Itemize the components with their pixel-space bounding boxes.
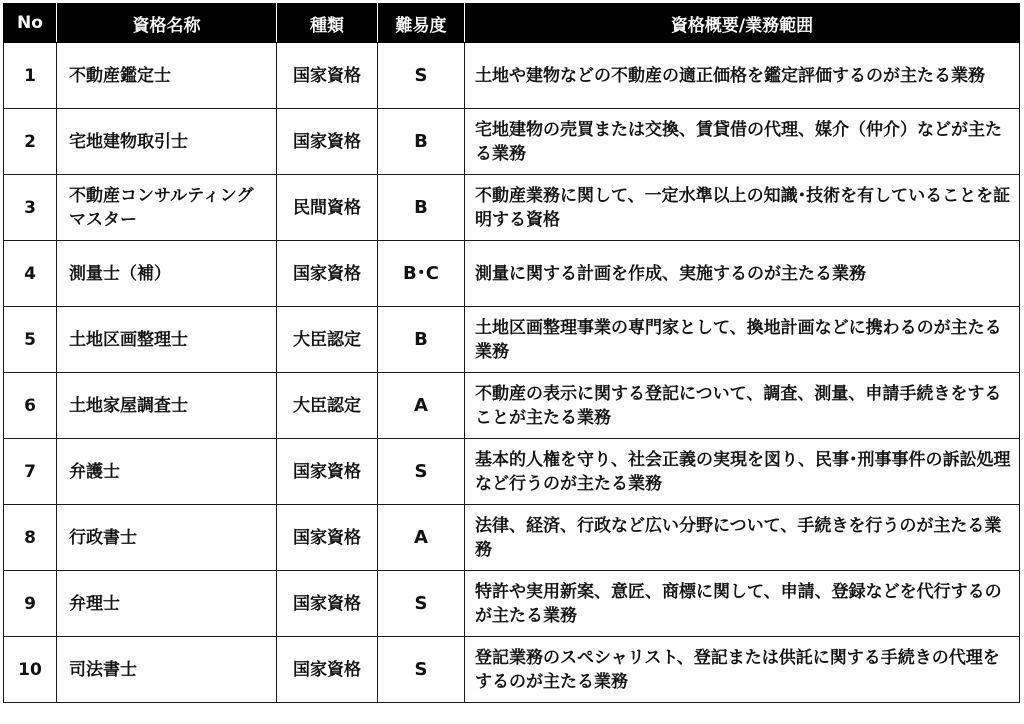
table-row xyxy=(4,571,1020,637)
cell-name: 宅地建物取引士 xyxy=(57,109,277,175)
table-row xyxy=(4,175,1020,241)
cell-kind: 国家資格 xyxy=(277,43,378,109)
cell-no: 2 xyxy=(4,109,57,175)
table-row xyxy=(4,439,1020,505)
cell-kind: 民間資格 xyxy=(277,175,378,241)
table-row xyxy=(4,241,1020,307)
qualification-table xyxy=(3,3,1020,703)
cell-kind: 国家資格 xyxy=(277,571,378,637)
cell-kind: 国家資格 xyxy=(277,109,378,175)
cell-name: 測量士（補） xyxy=(57,241,277,307)
cell-kind: 国家資格 xyxy=(277,439,378,505)
cell-no: 5 xyxy=(4,307,57,373)
cell-no: 6 xyxy=(4,373,57,439)
cell-description: 特許や実用新案、意匠、商標に関して、申請、登録などを代行するのが主たる業務 xyxy=(465,571,1020,637)
cell-description: 不動産の表示に関する登記について、調査、測量、申請手続きをすることが主たる業務 xyxy=(465,373,1020,439)
cell-name: 司法書士 xyxy=(57,637,277,703)
cell-difficulty: S xyxy=(378,43,465,109)
cell-kind: 国家資格 xyxy=(277,505,378,571)
cell-no: 3 xyxy=(4,175,57,241)
cell-difficulty: S xyxy=(378,571,465,637)
cell-difficulty: B xyxy=(378,307,465,373)
header-no: No xyxy=(4,4,57,43)
cell-no: 10 xyxy=(4,637,57,703)
table-header-row xyxy=(4,4,1020,43)
cell-name: 不動産コンサルティングマスター xyxy=(57,175,277,241)
cell-description: 不動産業務に関して、一定水準以上の知識･技術を有していることを証明する資格 xyxy=(465,175,1020,241)
cell-difficulty: B xyxy=(378,175,465,241)
table-row xyxy=(4,373,1020,439)
cell-name: 弁護士 xyxy=(57,439,277,505)
cell-description: 法律、経済、行政など広い分野について、手続きを行うのが主たる業務 xyxy=(465,505,1020,571)
cell-difficulty: A xyxy=(378,505,465,571)
cell-description: 土地や建物などの不動産の適正価格を鑑定評価するのが主たる業務 xyxy=(465,43,1020,109)
cell-name: 弁理士 xyxy=(57,571,277,637)
cell-difficulty: A xyxy=(378,373,465,439)
cell-name: 土地家屋調査士 xyxy=(57,373,277,439)
table-row xyxy=(4,505,1020,571)
cell-description: 土地区画整理事業の専門家として、換地計画などに携わるのが主たる業務 xyxy=(465,307,1020,373)
header-name: 資格名称 xyxy=(57,4,277,43)
cell-no: 7 xyxy=(4,439,57,505)
header-kind: 種類 xyxy=(277,4,378,43)
cell-difficulty: B xyxy=(378,109,465,175)
cell-name: 不動産鑑定士 xyxy=(57,43,277,109)
table-row xyxy=(4,109,1020,175)
cell-kind: 国家資格 xyxy=(277,241,378,307)
table-row xyxy=(4,43,1020,109)
cell-no: 4 xyxy=(4,241,57,307)
cell-description: 宅地建物の売買または交換、賃貸借の代理、媒介（仲介）などが主たる業務 xyxy=(465,109,1020,175)
cell-difficulty: S xyxy=(378,637,465,703)
cell-description: 基本的人権を守り、社会正義の実現を図り、民事･刑事事件の訴訟処理など行うのが主たる業務 xyxy=(465,439,1020,505)
header-description: 資格概要/業務範囲 xyxy=(465,4,1020,43)
table-row xyxy=(4,307,1020,373)
header-difficulty: 難易度 xyxy=(378,4,465,43)
cell-no: 9 xyxy=(4,571,57,637)
qualification-table-container xyxy=(3,3,1020,703)
table-row xyxy=(4,637,1020,703)
cell-description: 測量に関する計画を作成、実施するのが主たる業務 xyxy=(465,241,1020,307)
cell-kind: 大臣認定 xyxy=(277,373,378,439)
cell-description: 登記業務のスペシャリスト、登記または供託に関する手続きの代理をするのが主たる業務 xyxy=(465,637,1020,703)
cell-kind: 大臣認定 xyxy=(277,307,378,373)
cell-difficulty: B･C xyxy=(378,241,465,307)
cell-name: 行政書士 xyxy=(57,505,277,571)
cell-name: 土地区画整理士 xyxy=(57,307,277,373)
cell-difficulty: S xyxy=(378,439,465,505)
cell-kind: 国家資格 xyxy=(277,637,378,703)
cell-no: 8 xyxy=(4,505,57,571)
cell-no: 1 xyxy=(4,43,57,109)
